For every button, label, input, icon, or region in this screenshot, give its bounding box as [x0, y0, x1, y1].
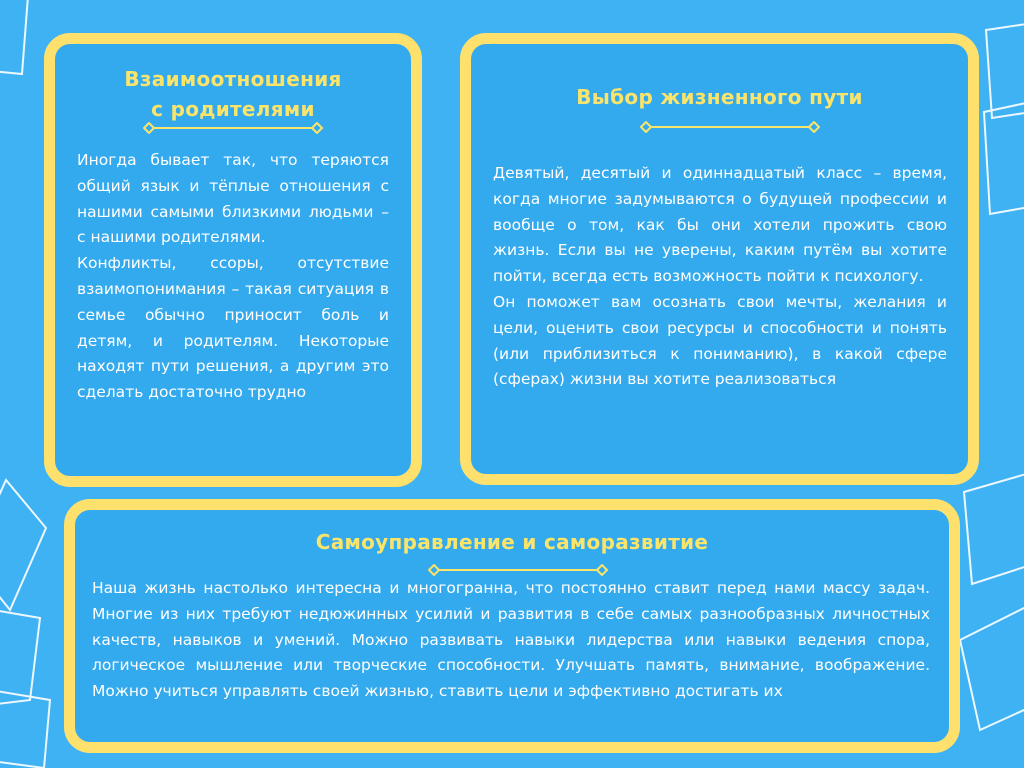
card-parents	[44, 33, 422, 487]
card-parents-paragraph-1: Иногда бывает так, что теряются общий язык и тёплые отношения с нашими самыми близкими людьми – с нашими родителями.	[77, 151, 389, 247]
title-divider-ornament	[143, 122, 323, 134]
card-parents-paragraph-2: Конфликты, ссоры, отсутствие взаимопонимания – такая ситуация в семье обычно приносит боль и детям, и родителям. Некоторые находят пути решения, а другим это сделать достаточно трудно	[77, 254, 389, 402]
card-parents-title	[55, 64, 411, 124]
card-life-path-text	[493, 161, 947, 393]
card-self-development-title: Самоуправление и саморазвитие	[315, 530, 709, 554]
card-self-development	[64, 499, 960, 753]
card-self-development-paragraph-1: Наша жизнь настолько интересна и многогранна, что постоянно ставит перед нами массу задач. Многие из них требуют недюжинных усилий и развития в себе самых разнообразных личностных качеств, навыков и умений. Можно развивать навыки лидерства или навыки ведения спора, логическое мышление или творческие способности. Улучшать память, внимание, воображение. Можно учиться управлять своей жизнью, ставить цели и эффективно достигать их	[92, 579, 930, 701]
card-parents-title-line2: с родителями	[151, 97, 315, 121]
card-life-path-paragraph-2: Он поможет вам осознать свои мечты, желания и цели, оценить свои ресурсы и способности и понять (или приблизиться к пониманию), в какой сфере (сферах) жизни вы хотите реализоваться	[493, 292, 947, 389]
card-parents-title-line1: Взаимоотношения	[124, 67, 342, 91]
card-self-development-text	[92, 576, 930, 705]
card-life-path	[460, 33, 979, 485]
title-divider-ornament	[428, 564, 608, 576]
card-parents-text	[77, 148, 389, 406]
card-life-path-paragraph-1: Девятый, десятый и одиннадцатый класс – время, когда многие задумываются о будущей профессии и вообще о том, как бы они хотели прожить свою жизнь. Если вы не уверены, каким путём вы хотите пойти, всегда есть возможность пойти к психологу.	[493, 164, 947, 286]
card-life-path-title: Выбор жизненного пути	[576, 85, 863, 109]
title-divider-ornament	[640, 121, 820, 133]
